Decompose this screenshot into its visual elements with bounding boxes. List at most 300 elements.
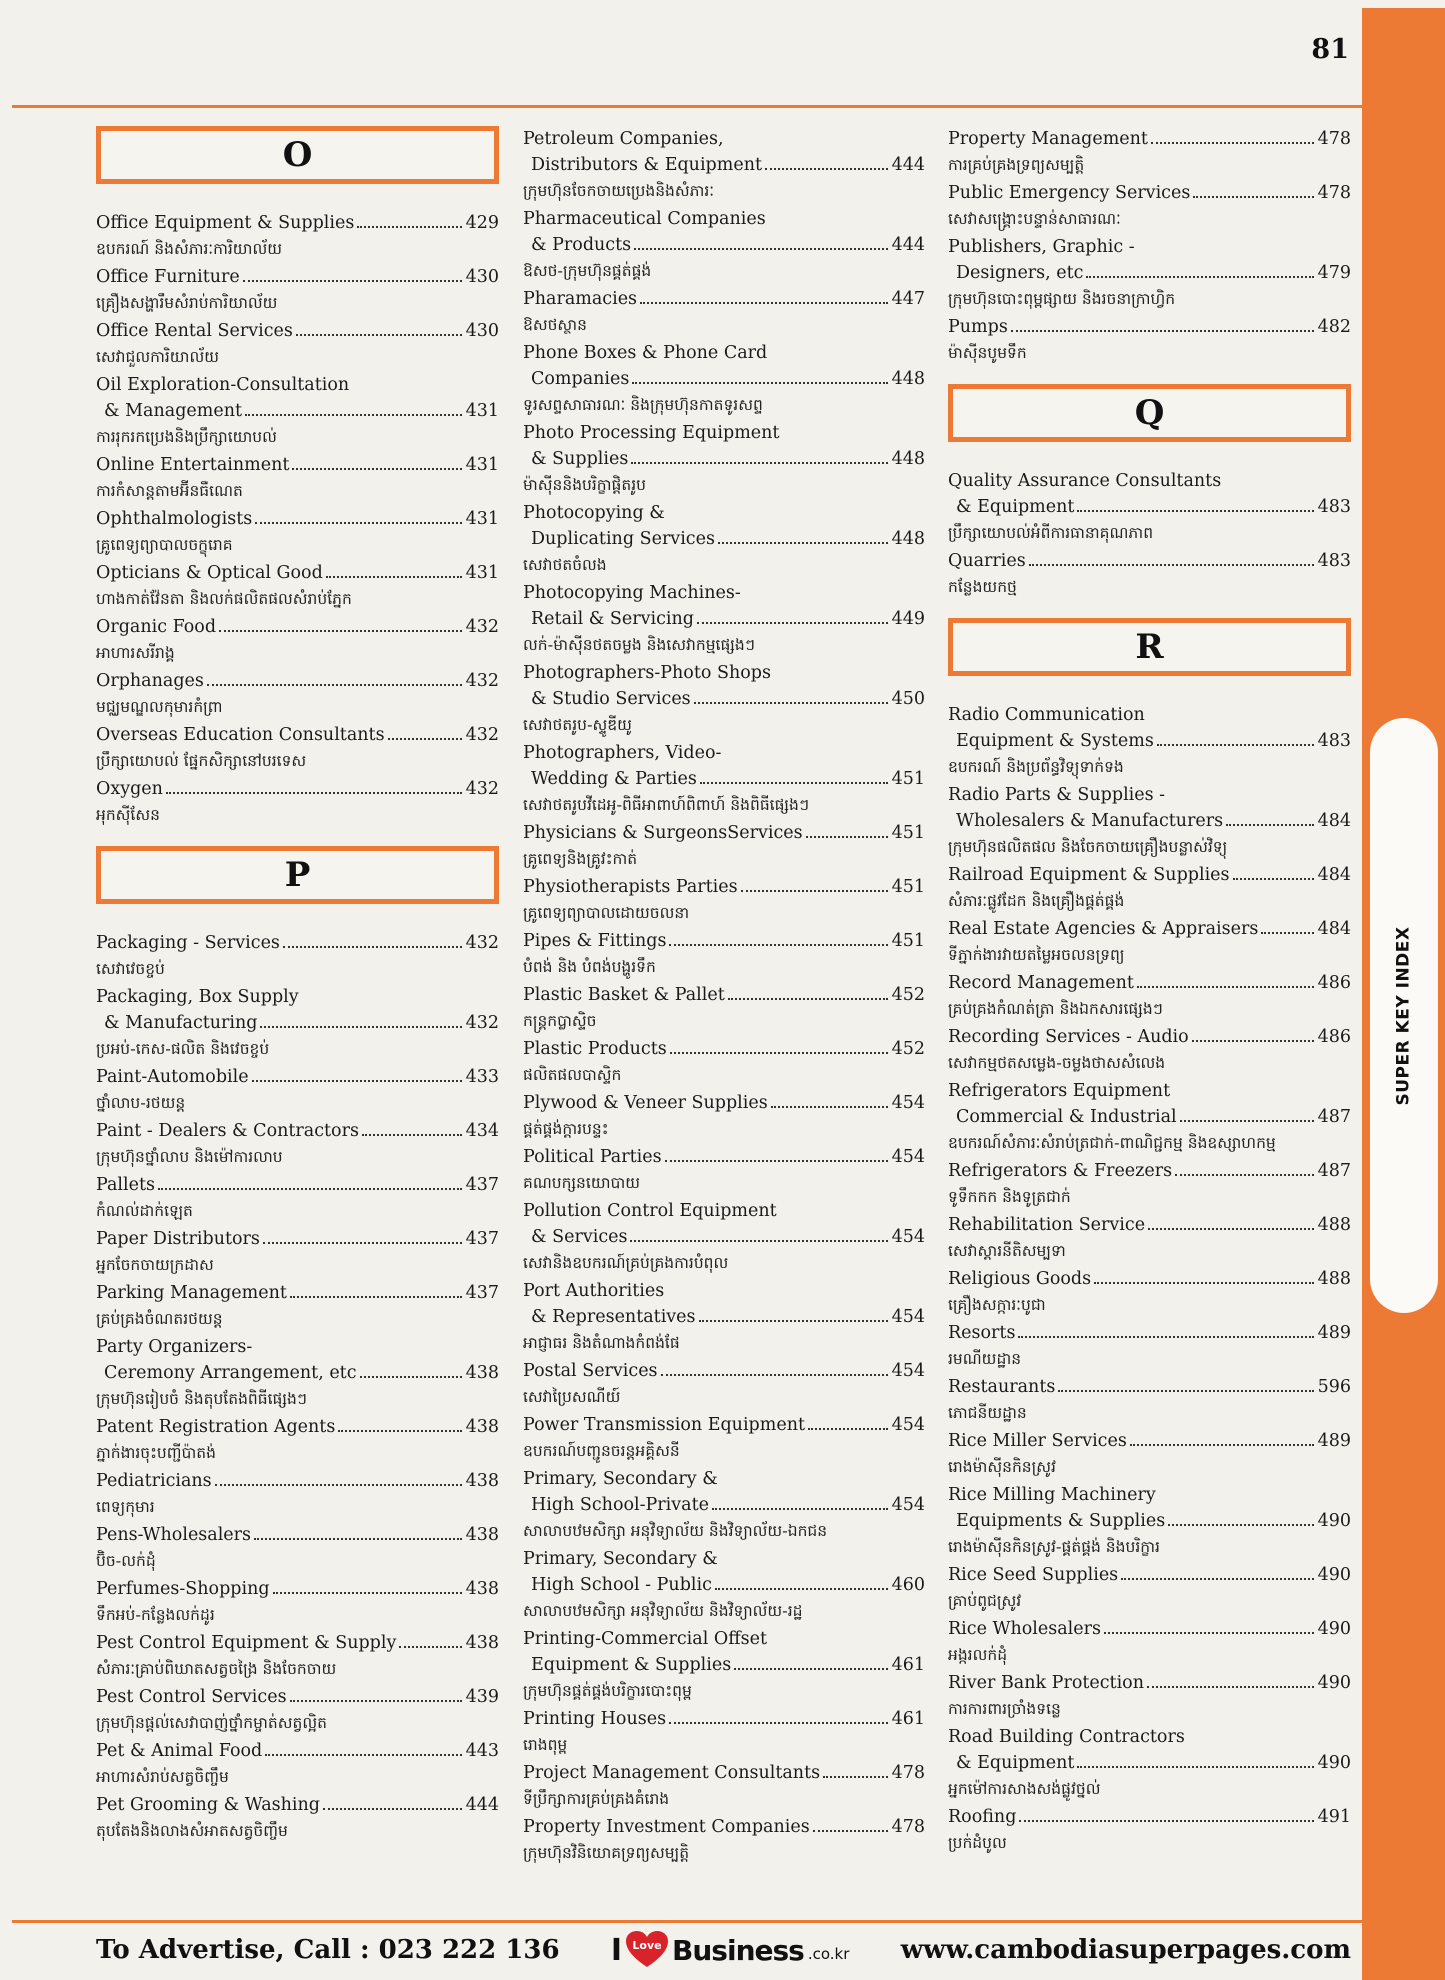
index-entry[interactable] (948, 1428, 1351, 1480)
entry-title: Companies (531, 369, 630, 389)
page-ref: 448 (891, 529, 925, 549)
page-ref: 431 (465, 509, 499, 529)
entry-title: Quarries (948, 551, 1026, 571)
index-entry[interactable] (948, 970, 1351, 1022)
index-entry[interactable] (523, 1412, 925, 1464)
entry-khmer-label: អាហារសរីរាង្គ (96, 644, 175, 662)
entry-title: Rehabilitation Service (948, 1215, 1146, 1235)
page-ref: 454 (891, 1361, 925, 1381)
index-entry[interactable] (96, 614, 499, 666)
index-entry[interactable] (523, 500, 925, 578)
dot-leader (699, 1320, 888, 1322)
index-entry[interactable] (948, 314, 1351, 366)
index-entry[interactable] (523, 928, 925, 980)
entry-title: Commercial & Industrial (956, 1107, 1177, 1127)
entry-title: Railroad Equipment & Supplies (948, 865, 1230, 885)
dot-leader (1157, 744, 1314, 746)
index-entry[interactable] (948, 468, 1351, 546)
dot-leader (252, 1080, 462, 1082)
dot-leader (357, 226, 461, 228)
entry-title: Record Management (948, 973, 1134, 993)
index-entry[interactable] (523, 1278, 925, 1356)
entry-title: Resorts (948, 1323, 1016, 1343)
dot-leader (697, 622, 888, 624)
entry-title: High School-Private (531, 1495, 709, 1515)
super-key-index-tab[interactable] (1370, 718, 1438, 1313)
index-entry[interactable] (96, 1280, 499, 1332)
page-ref: 431 (465, 563, 499, 583)
page-ref: 433 (465, 1067, 499, 1087)
index-entry[interactable] (948, 702, 1351, 780)
entry-title: & Management (104, 401, 243, 421)
entry-khmer-label: គ្រូពេទ្យនិងគ្រូវះកាត់ (523, 850, 638, 868)
index-entry[interactable] (948, 916, 1351, 968)
page-ref: 490 (1317, 1511, 1351, 1531)
entry-title: Public Emergency Services (948, 183, 1191, 203)
index-entry[interactable] (948, 1158, 1351, 1210)
entry-title: Ophthalmologists (96, 509, 253, 529)
dot-leader (273, 1592, 462, 1594)
index-entry[interactable] (96, 776, 499, 828)
dot-leader (1137, 986, 1314, 988)
entry-khmer-label: ប្រឹក្សាយោបល់ ផ្នែកសិក្សានៅបរទេស (96, 752, 307, 770)
dot-leader (632, 382, 887, 384)
entry-khmer-label: ពេទ្យកុមារ (96, 1498, 155, 1516)
section-letter-r: R (948, 618, 1351, 676)
dot-leader (260, 1026, 461, 1028)
entry-title: Organic Food (96, 617, 217, 637)
entry-title: Plastic Basket & Pallet (523, 985, 725, 1005)
page-ref: 451 (891, 769, 925, 789)
entry-title: Primary, Secondary & (523, 1549, 718, 1569)
dot-leader (254, 1538, 462, 1540)
index-entry[interactable] (96, 1468, 499, 1520)
entry-khmer-label: ឱសថស្ថាន (523, 316, 587, 334)
page-ref: 460 (891, 1575, 925, 1595)
entry-khmer-label: អង្ករលក់ដុំ (948, 1646, 1008, 1664)
page-ref: 491 (1317, 1807, 1351, 1827)
dot-leader (207, 684, 462, 686)
dot-leader (1077, 1766, 1313, 1768)
page-ref: 489 (1317, 1323, 1351, 1343)
page-ref: 431 (465, 401, 499, 421)
index-entry[interactable] (523, 1466, 925, 1544)
entry-khmer-label: សំភារៈគ្រាប់ពិឃាតសត្វចង្រៃ និងចែកចាយ (96, 1660, 337, 1678)
entry-title: & Products (531, 235, 632, 255)
entry-title: & Manufacturing (104, 1013, 258, 1033)
index-entry[interactable] (523, 820, 925, 872)
entry-khmer-label: ប្រឹក្សាយោបល់អំពីការធានាគុណភាព (948, 524, 1154, 542)
index-entry[interactable] (523, 1760, 925, 1812)
logo-business: Business (672, 1933, 804, 1967)
index-entry[interactable] (523, 1090, 925, 1142)
index-entry[interactable] (523, 1144, 925, 1196)
page-ref: 454 (891, 1415, 925, 1435)
dot-leader (640, 302, 888, 304)
entry-title: Radio Parts & Supplies - (948, 785, 1166, 805)
page-ref: 450 (891, 689, 925, 709)
page-ref: 437 (465, 1283, 499, 1303)
index-entry[interactable] (523, 740, 925, 818)
index-entry[interactable] (948, 1024, 1351, 1076)
entry-khmer-label: សាលាបឋមសិក្សា អនុវិទ្យាល័យ និងវិទ្យាល័យ-រដ្ឋ (523, 1602, 803, 1620)
index-entry[interactable] (96, 984, 499, 1062)
page-ref: 432 (465, 725, 499, 745)
entry-title: Parking Management (96, 1283, 287, 1303)
index-column-2 (523, 126, 925, 1868)
dot-leader (1094, 1282, 1313, 1284)
entry-khmer-label: គ្រូពេទ្យព្យាបាលចក្ខុរោគ (96, 536, 233, 554)
index-entry[interactable] (948, 126, 1351, 178)
entry-title: Pharamacies (523, 289, 638, 309)
index-entry[interactable] (96, 1522, 499, 1574)
page-ref: 432 (465, 1013, 499, 1033)
dot-leader (765, 168, 888, 170)
page-ref: 431 (465, 455, 499, 475)
dot-leader (1151, 142, 1314, 144)
dot-leader (399, 1646, 461, 1648)
index-entry[interactable] (523, 1626, 925, 1704)
page-ref: 438 (465, 1417, 499, 1437)
entry-title: Pet & Animal Food (96, 1741, 263, 1761)
entry-khmer-label: សេវាស្តារនីតិសម្បទា (948, 1242, 1066, 1260)
page-ref: 430 (465, 321, 499, 341)
page-ref: 439 (465, 1687, 499, 1707)
page-ref: 454 (891, 1227, 925, 1247)
entry-khmer-label: ទីភ្នាក់ងារវាយតម្លៃអចលនទ្រព្យ (948, 946, 1125, 964)
dot-leader (292, 468, 461, 470)
page-ref: 448 (891, 369, 925, 389)
entry-khmer-label: អុកស៊ីសែន (96, 806, 160, 824)
index-entry[interactable] (948, 1482, 1351, 1560)
index-entry[interactable] (96, 452, 499, 504)
dot-leader (1121, 1578, 1313, 1580)
page-ref: 483 (1317, 731, 1351, 751)
entry-title: Office Equipment & Supplies (96, 213, 355, 233)
entry-khmer-label: ទូទឹកកក និងទូត្រជាក់ (948, 1188, 1071, 1206)
entry-title: Distributors & Equipment (531, 155, 762, 175)
dot-leader (1086, 276, 1313, 278)
entry-title: & Services (531, 1227, 628, 1247)
entry-title: Overseas Education Consultants (96, 725, 385, 745)
entry-title: Property Management (948, 129, 1148, 149)
logo-heart-text: Love (632, 1939, 662, 1952)
index-entry[interactable] (96, 372, 499, 450)
index-entry[interactable] (96, 1064, 499, 1116)
entry-khmer-label: ការរុករកប្រេងនិងប្រឹក្សាយោបល់ (96, 428, 277, 446)
index-entry[interactable] (96, 722, 499, 774)
index-entry[interactable] (948, 862, 1351, 914)
entry-khmer-label: ក្រុមហ៊ុនរៀបចំ និងតុបតែងពិធីផ្សេងៗ (96, 1390, 308, 1408)
page-ref: 478 (891, 1763, 925, 1783)
index-entry[interactable] (96, 930, 499, 982)
side-tab-label: SUPER KEY INDEX (1394, 925, 1414, 1106)
index-entry[interactable] (948, 1804, 1351, 1856)
dot-leader (1168, 1524, 1313, 1526)
index-entry[interactable] (96, 1738, 499, 1790)
section-letter-q: Q (948, 384, 1351, 442)
entry-khmer-label: គ្រាប់ពូជស្រូវ (948, 1592, 1022, 1610)
index-entry[interactable] (96, 1684, 499, 1736)
dot-leader (255, 522, 461, 524)
entry-title: Pest Control Services (96, 1687, 287, 1707)
page-ref: 447 (891, 289, 925, 309)
entry-title: Photocopying Machines- (523, 583, 741, 603)
entry-khmer-label: រោងម៉ាស៊ីនកិនស្រូវ-ផ្គត់ផ្គង់ និងបរិក្ខារ (948, 1538, 1160, 1556)
entry-khmer-label: ប្រក់ដំបូល (948, 1834, 1007, 1852)
entry-title: & Equipment (956, 497, 1075, 517)
index-entry[interactable] (523, 660, 925, 738)
dot-leader (661, 1374, 888, 1376)
entry-title: Quality Assurance Consultants (948, 471, 1222, 491)
page-ref: 451 (891, 931, 925, 951)
index-entry[interactable] (96, 210, 499, 262)
page-ref: 483 (1317, 551, 1351, 571)
index-entry[interactable] (523, 874, 925, 926)
index-entry[interactable] (948, 548, 1351, 600)
entry-title: Equipment & Systems (956, 731, 1154, 751)
index-entry[interactable] (523, 1036, 925, 1088)
dot-leader (388, 738, 462, 740)
dot-leader (296, 334, 462, 336)
entry-title: Refrigerators Equipment (948, 1081, 1171, 1101)
page-ref: 448 (891, 449, 925, 469)
index-entry[interactable] (948, 1670, 1351, 1722)
index-entry[interactable] (948, 1616, 1351, 1668)
entry-title: Postal Services (523, 1361, 658, 1381)
dot-leader (1018, 1336, 1313, 1338)
entry-title: Physicians & SurgeonsServices (523, 823, 803, 843)
dot-leader (771, 1106, 888, 1108)
entry-title: Retail & Servicing (531, 609, 694, 629)
page-ref: 432 (465, 933, 499, 953)
index-entry[interactable] (96, 506, 499, 558)
index-entry[interactable] (948, 180, 1351, 232)
index-entry[interactable] (948, 1266, 1351, 1318)
dot-leader (219, 630, 462, 632)
index-entry[interactable] (948, 1562, 1351, 1614)
index-entry[interactable] (523, 126, 925, 204)
page-number: 81 (1311, 34, 1349, 65)
index-column-3 (948, 126, 1351, 1858)
page-ref: 452 (891, 985, 925, 1005)
entry-khmer-label: ទីប្រឹក្សាការគ្រប់គ្រងគំរោង (523, 1790, 670, 1808)
page-ref: 449 (891, 609, 925, 629)
dot-leader (669, 1722, 888, 1724)
index-entry[interactable] (523, 580, 925, 658)
index-entry[interactable] (96, 1226, 499, 1278)
index-entry[interactable] (96, 318, 499, 370)
entry-title: Petroleum Companies, (523, 129, 724, 149)
index-entry[interactable] (523, 1814, 925, 1866)
entry-title: Real Estate Agencies & Appraisers (948, 919, 1259, 939)
entry-khmer-label: សាលាបឋមសិក្សា អនុវិទ្យាល័យ និងវិទ្យាល័យ-ឯកជន (523, 1522, 828, 1540)
entry-title: & Representatives (531, 1307, 696, 1327)
logo-tld: .co.kr (807, 1945, 850, 1963)
entry-title: & Studio Services (531, 689, 691, 709)
entry-khmer-label: អាហារសំរាប់សត្វចិញ្ចឹម (96, 1768, 229, 1786)
entry-title: Rice Wholesalers (948, 1619, 1101, 1639)
page-ref: 454 (891, 1307, 925, 1327)
index-entry[interactable] (523, 1706, 925, 1758)
entry-khmer-label: រោងពុម្ព (523, 1736, 568, 1754)
dot-leader (823, 1776, 888, 1778)
entry-khmer-label: ម៉ាស៊ីននិងបរិក្ខាផ្តិតរូប (523, 476, 646, 494)
entry-khmer-label: ប្រអប់-កេស-ផលិត និងវេចខ្ចប់ (96, 1040, 270, 1058)
entry-khmer-label: ទូរសព្ទសាធារណៈ និងក្រុមហ៊ុនកាតទូរសព្ទ (523, 396, 763, 414)
entry-khmer-label: សេវាសង្គ្រោះបន្ទាន់សាធារណៈ (948, 210, 1121, 228)
dot-leader (806, 836, 888, 838)
page-ref: 438 (465, 1363, 499, 1383)
page-ref: 438 (465, 1525, 499, 1545)
dot-leader (808, 1428, 888, 1430)
entry-title: Pens-Wholesalers (96, 1525, 252, 1545)
index-entry[interactable] (96, 1172, 499, 1224)
entry-title: Political Parties (523, 1147, 662, 1167)
entry-title: Office Furniture (96, 267, 240, 287)
page-ref: 596 (1317, 1377, 1351, 1397)
entry-khmer-label: ក្រុមហ៊ុនបោះពុម្ពផ្សាយ និងរចនាក្រាហ្វិក (948, 290, 1176, 308)
bottom-divider (12, 1920, 1362, 1923)
entry-title: Port Authorities (523, 1281, 665, 1301)
entry-title: Oil Exploration-Consultation (96, 375, 350, 395)
page-ref: 451 (891, 877, 925, 897)
index-entry[interactable] (523, 1198, 925, 1276)
dot-leader (243, 280, 462, 282)
dot-leader (741, 890, 888, 892)
entry-title: Pollution Control Equipment (523, 1201, 777, 1221)
page-ref: 438 (465, 1471, 499, 1491)
index-column-1 (96, 126, 499, 1846)
index-entry[interactable] (948, 1374, 1351, 1426)
dot-leader (326, 576, 462, 578)
index-entry[interactable] (96, 1576, 499, 1628)
entry-khmer-label: សេវាជួលការិយាល័យ (96, 348, 219, 366)
index-entry[interactable] (948, 1724, 1351, 1802)
index-entry[interactable] (523, 982, 925, 1034)
dot-leader (158, 1188, 462, 1190)
index-entry[interactable] (96, 264, 499, 316)
index-entry[interactable] (523, 286, 925, 338)
entry-khmer-label: ក្រុមហ៊ុនថ្នាំលាប និងម៉ៅការលាប (96, 1148, 283, 1166)
index-entry[interactable] (96, 668, 499, 720)
entry-khmer-label: កន្ត្រកប្លាស្ទិច (523, 1012, 597, 1030)
entry-title: Rice Milling Machinery (948, 1485, 1156, 1505)
index-entry[interactable] (523, 1358, 925, 1410)
dot-leader (1077, 510, 1313, 512)
index-entry[interactable] (523, 206, 925, 284)
index-entry[interactable] (96, 1334, 499, 1412)
entry-title: Packaging, Box Supply (96, 987, 299, 1007)
entry-khmer-label: សេវាថតរូបវីដេអូ-ពិធីអាពាហ៍ពិពាហ៍ និងពិធីផ្សេងៗ (523, 796, 810, 814)
entry-title: Online Entertainment (96, 455, 290, 475)
entry-khmer-label: សេវាវេចខ្ចប់ (96, 960, 165, 978)
entry-title: Publishers, Graphic - (948, 237, 1135, 257)
entry-title: Office Rental Services (96, 321, 293, 341)
dot-leader (1226, 824, 1313, 826)
index-entry[interactable] (948, 1320, 1351, 1372)
index-entry[interactable] (96, 1630, 499, 1682)
index-entry[interactable] (948, 1212, 1351, 1264)
dot-leader (1147, 1686, 1314, 1688)
footer (96, 1928, 1351, 1972)
dot-leader (1029, 564, 1314, 566)
entry-title: Equipment & Supplies (531, 1655, 732, 1675)
entry-title: & Equipment (956, 1753, 1075, 1773)
index-entry[interactable] (523, 340, 925, 418)
dot-leader (1233, 878, 1314, 880)
page-ref: 432 (465, 617, 499, 637)
dot-leader (665, 1160, 888, 1162)
entry-title: Pediatricians (96, 1471, 212, 1491)
dot-leader (290, 1700, 462, 1702)
entry-khmer-label: សេវាថតរូប-ស្ទូឌីយូ (523, 716, 632, 734)
entry-khmer-label: រោងម៉ាស៊ីនកិនស្រូវ (948, 1458, 1056, 1476)
index-entry[interactable] (96, 1792, 499, 1844)
section-letter-o: O (96, 126, 499, 184)
website-link[interactable]: www.cambodiasuperpages.com (900, 1935, 1351, 1965)
index-entry[interactable] (96, 1118, 499, 1170)
entry-khmer-label: ផ្គត់ផ្គង់ក្តារបន្ទះ (523, 1120, 609, 1138)
entry-title: High School - Public (531, 1575, 712, 1595)
entry-title: Printing-Commercial Offset (523, 1629, 768, 1649)
entry-title: Power Transmission Equipment (523, 1415, 806, 1435)
dot-leader (360, 1376, 462, 1378)
dot-leader (715, 1588, 888, 1590)
entry-title: Rice Miller Services (948, 1431, 1127, 1451)
entry-khmer-label: បំពង់ និង បំពង់បង្ហូរទឹក (523, 958, 656, 976)
entry-khmer-label: ហាងកាត់វ៉ែនតា និងលក់ផលិតផលសំរាប់ភ្នែក (96, 590, 352, 608)
entry-khmer-label: សេវាថតចំលង (523, 556, 607, 574)
entry-khmer-label: ក្រុមហ៊ុនផ្គត់ផ្គង់បរិក្ខារបោះពុម្ព (523, 1682, 692, 1700)
page-ref: 490 (1317, 1619, 1351, 1639)
index-entry[interactable] (523, 1546, 925, 1624)
index-entry[interactable] (948, 1078, 1351, 1156)
entry-khmer-label: កន្លែងយកថ្ម (948, 578, 1017, 596)
entry-title: Plastic Products (523, 1039, 667, 1059)
dot-leader (734, 1668, 887, 1670)
index-entry[interactable] (948, 782, 1351, 860)
entry-title: Pharmaceutical Companies (523, 209, 766, 229)
entry-khmer-label: គ្រឿងសក្ការៈបូជា (948, 1296, 1046, 1314)
dot-leader (631, 462, 887, 464)
entry-title: & Supplies (531, 449, 629, 469)
dot-leader (1019, 1820, 1313, 1822)
entry-title: Photo Processing Equipment (523, 423, 780, 443)
entry-title: Physiotherapists Parties (523, 877, 738, 897)
dot-leader (290, 1296, 462, 1298)
index-entry[interactable] (948, 234, 1351, 312)
page-ref: 487 (1317, 1161, 1351, 1181)
page-ref: 461 (891, 1709, 925, 1729)
entry-khmer-label: ឧបករណ៍សំភារៈសំរាប់ត្រជាក់-ពាណិជ្ជកម្ម និងឧស្សាហកម្ម (948, 1134, 1276, 1152)
entry-khmer-label: លក់-ម៉ាស៊ីនថតចម្លង និងសេវាកម្មផ្សេងៗ (523, 636, 755, 654)
entry-khmer-label: ផលិតផលបាស្ទិក (523, 1066, 622, 1084)
index-entry[interactable] (523, 420, 925, 498)
entry-khmer-label: ថ្នាំលាប-រថយន្ត (96, 1094, 186, 1112)
dot-leader (634, 248, 887, 250)
index-entry[interactable] (96, 1414, 499, 1466)
index-entry[interactable] (96, 560, 499, 612)
page-ref: 438 (465, 1633, 499, 1653)
entry-khmer-label: កំណល់ដាក់ឡេត (96, 1202, 193, 1220)
entry-khmer-label: អ្នកចែកចាយក្រដាស (96, 1256, 214, 1274)
page-ref: 479 (1317, 263, 1351, 283)
page-ref: 490 (1317, 1753, 1351, 1773)
dot-leader (712, 1508, 888, 1510)
entry-khmer-label: ឱសថ-ក្រុមហ៊ុនផ្គត់ផ្គង់ (523, 262, 652, 280)
dot-leader (669, 944, 887, 946)
